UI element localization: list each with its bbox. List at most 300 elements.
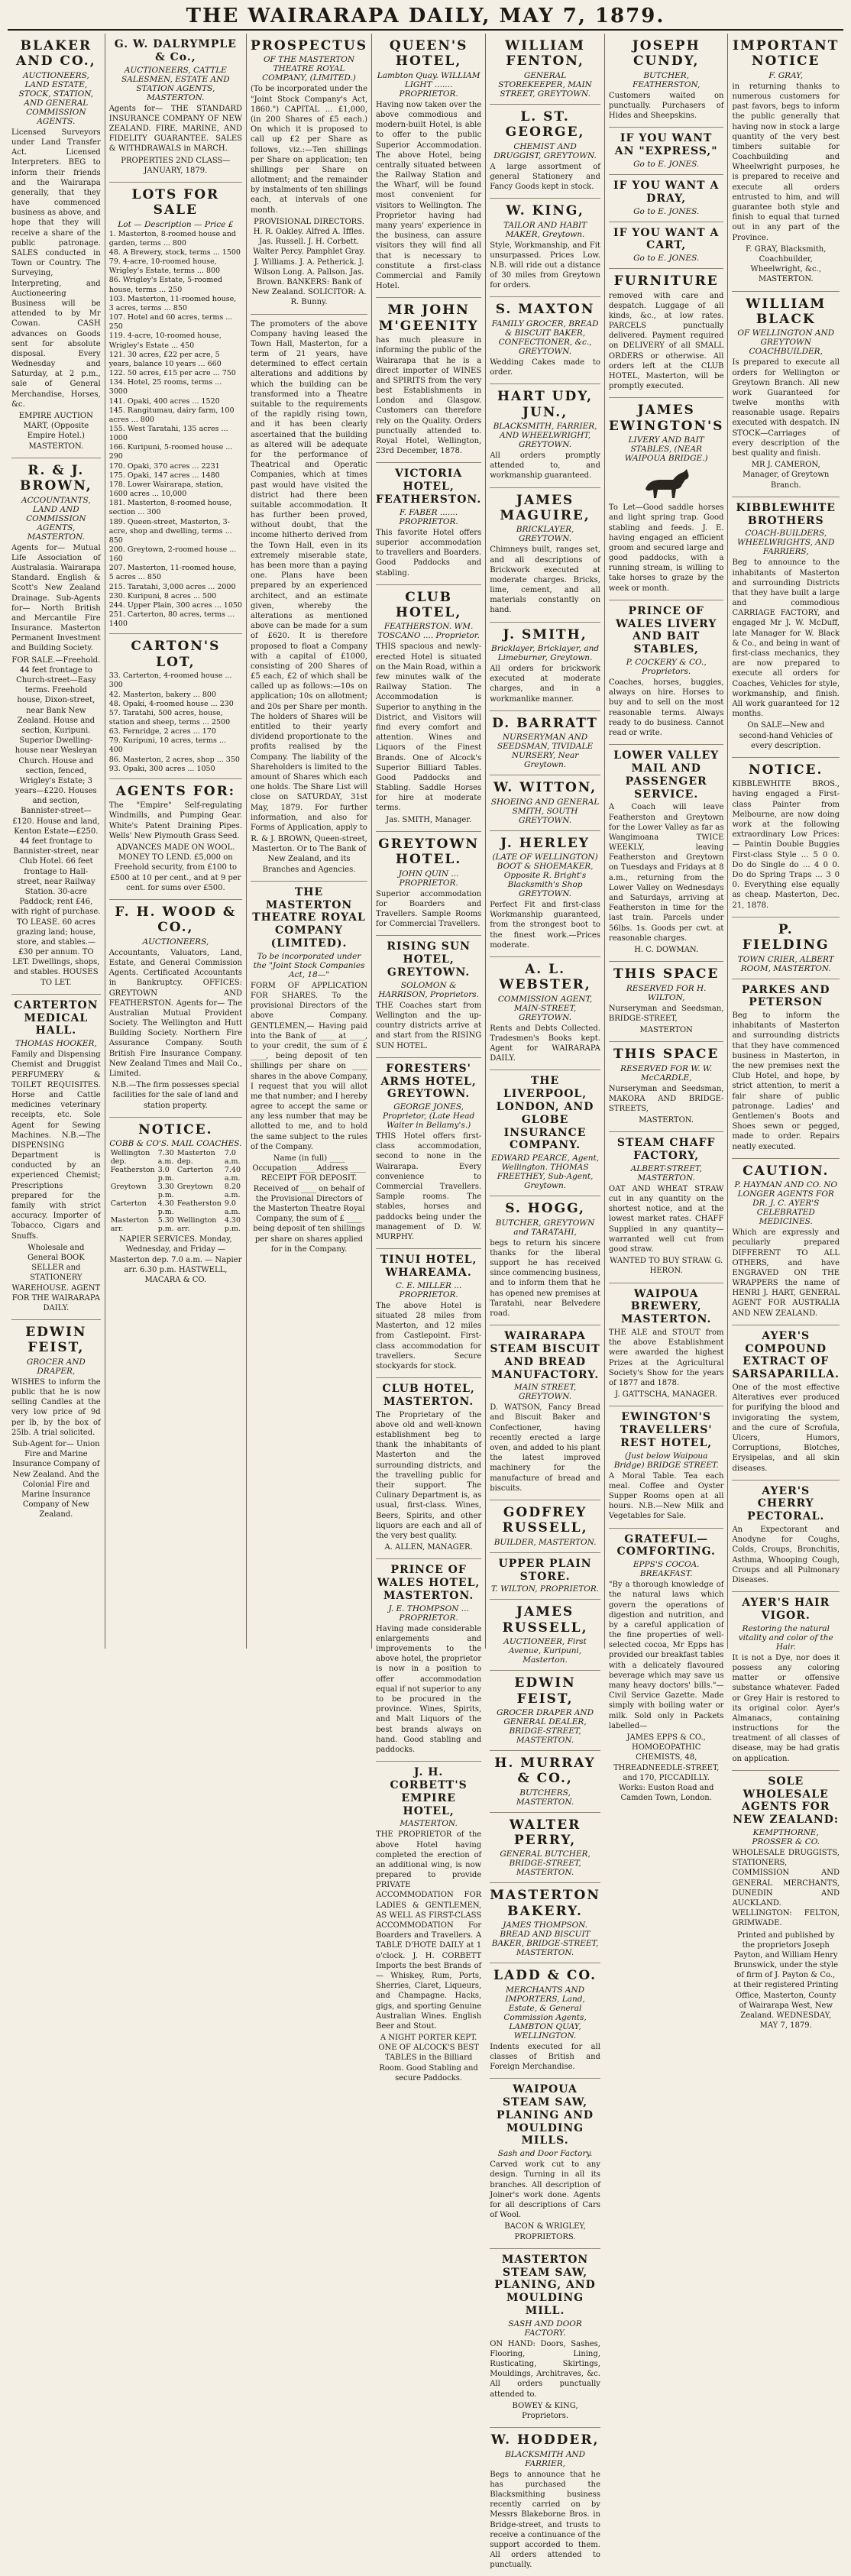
ad-heading: TINUI HOTEL, WHAREAMA. — [380, 1254, 477, 1279]
ad-subheading: P. HAYMAN AND CO. NO LONGER AGENTS FOR DR. J. C. AYER'S CELEBRATED MEDICINES. — [734, 1180, 838, 1227]
lot-item: 63. Fernridge, 2 acres ... 170 — [108, 727, 216, 736]
ad-heading: GRATEFUL—COMFORTING. — [616, 1532, 716, 1558]
ad-heading: CARTON'S LOT, — [131, 639, 221, 670]
ad-heading: LADD & CO. — [493, 1968, 597, 1984]
ad-body: OAT AND WHEAT STRAW cut in any quantity on the shortest notice, and at the lowest market rates. CHAFF Supplied in any quantity—warranted well cut from good straw. — [608, 1184, 724, 1254]
timetable-cell: 9.0 a.m. — [224, 1199, 241, 1217]
advertisement — [251, 34, 367, 315]
ad-subheading: ALBERT-STREET, MASTERTON. — [630, 1163, 702, 1183]
advertisement — [490, 831, 600, 957]
ad-body: One of the most effective Alteratives ever produced for purifying the blood and invigorating the system, and the cure of Scrofula, Ulcers, Humors, Corruptions, Blotches, Erysipelas, and all skin diseases. — [732, 1383, 840, 1473]
ad-heading: KIBBLEWHITE BROTHERS — [736, 501, 836, 527]
ad-heading: IF YOU WANT AN "EXPRESS," — [614, 132, 718, 158]
advertisement — [490, 199, 600, 297]
ad-subheading: F. FABER ....... PROPRIETOR. — [399, 507, 458, 526]
ad-body: The Proprietary of the above old and well-known establishment beg to thank the inhabitants of Masterton and the surrounding districts, and the travelling public for their support. The Culinary Department is, as usual, first-class. Wines, Beers, Spirits, and other liquors are each and all of the very best quality. — [376, 1410, 482, 1540]
ad-heading: WILLIAM BLACK — [746, 296, 827, 327]
ad-subheading: NURSERYMAN AND SEEDSMAN, TIVIDALE NURSERY, Near Greytown. — [497, 733, 594, 770]
timetable-row — [109, 1216, 242, 1233]
ad-body: Chimneys built, ranges set, and all descriptions of Brickwork executed at moderate charges. Bricks, lime, cement, and all materials constantly on hand. — [490, 545, 600, 615]
ad-footer: J. GATTSCHA, MANAGER. — [615, 1390, 718, 1400]
timetable-cell: 4.30 p.m. — [224, 1216, 241, 1234]
ad-heading: RISING SUN HOTEL, GREYTOWN. — [387, 940, 471, 979]
advertisement — [609, 128, 724, 175]
advertisement — [376, 1249, 481, 1378]
column-1 — [8, 34, 105, 1649]
timetable-row — [109, 1149, 242, 1166]
ad-heading: BLAKER AND CO., — [16, 38, 96, 70]
ad-subheading: GROCER DRAPER AND GENERAL DEALER, BRIDGE-STREET, MASTERTON. — [497, 1707, 594, 1745]
lot-item: 1. Masterton, 8-roomed house and garden, terms ... 800 — [108, 229, 237, 248]
ad-body: THIS spacious and newly-erected Hotel is situated on the Main Road, within a few minutes walk of the Railway Station. The Accommodation is Superior to anything in the District, and Visitors will find every comfort and attention. Wines and Liquors of the Finest Brands. One of Alcock's Superior Billiard Tables. Good Paddocks and Stabling. Saddle Horses for hire at moderate terms. — [376, 642, 482, 813]
lot-item: 86. Wrigley's Estate, 5-roomed house, terms ... 250 — [108, 276, 223, 294]
ad-body: A Coach will leave Featherston and Greytown for the Lower Valley as far as Wangimoana TWICE WEEKLY, leaving Featherston and Greytown on Tuesdays and Fridays at 8 a.m., returning from the Lower Valley on Wednesdays and Saturdays, arriving at Featherston in time for the last train. Parcels under 56lbs. 1s. Goods per cwt. at reasonable charges. — [608, 803, 724, 943]
ad-heading: JAMES MAGUIRE, — [500, 492, 591, 523]
advertisement — [732, 34, 840, 292]
ad-heading: WILLIAM FENTON, — [505, 38, 586, 70]
ad-body: All orders promptly attended to, and workmanship guaranteed. — [490, 451, 600, 481]
ad-body: Having made considerable enlargements and improvements to the above hotel, the proprietor is now in a position to offer accommodation equal if not superior to any to be procured in the province. Wines, Spirits, and Malt Liquors of the best brands always on hand. Good stabling and paddocks. — [376, 1624, 482, 1754]
advertisement — [609, 1529, 724, 1810]
advertisement — [109, 900, 242, 1118]
ad-body: Carved work cut to any design. Turning in all its branches. All description of Joiner's work done. Agents for all descriptions of Cars of Wool. — [490, 2160, 600, 2220]
advertisement — [490, 1883, 600, 1963]
ad-body: D. WATSON, Fancy Bread and Biscuit Baker and Confectioner, having recently erected a large oven, and added to his plant the latest improved machinery for the manufacture of bread and biscuits. — [490, 1403, 600, 1493]
ad-footer: NAPIER SERVICES. Monday, Wednesday, and Friday — Masterton dep. 7.0 a.m. — Napier arr. 6.30 p.m. HASTWELL, MACARA & CO. — [109, 1235, 242, 1284]
column-5 — [486, 34, 605, 2570]
ad-footer: F. GRAY, Blacksmith, Coachbuilder, Wheelwright, &c., MASTERTON. — [746, 244, 827, 284]
timetable-cell: Carterton — [176, 1166, 213, 1175]
advertisement — [490, 1671, 600, 1751]
column-2 — [105, 34, 247, 1649]
ad-body: THE ALE and STOUT from the above Establishment were awarded the highest Prizes at the Agricultural Society's Show for the years of 1877 and 1878. — [608, 1328, 724, 1387]
advertisement — [376, 1378, 481, 1559]
timetable-cell: 3.0 p.m. — [157, 1166, 174, 1183]
ad-subheading: C. E. MILLER ... PROPRIETOR. — [395, 1280, 462, 1299]
ad-subheading: COMMISSION AGENT, MAIN-STREET, GREYTOWN. — [497, 994, 593, 1022]
timetable-row — [109, 1183, 242, 1199]
ad-subheading: BUTCHERS, MASTERTON. — [516, 1788, 574, 1807]
ad-subheading: COBB & CO'S. MAIL COACHES. — [109, 1139, 242, 1149]
advertisement — [490, 34, 600, 105]
ad-heading: GODFREY RUSSELL, — [502, 1504, 588, 1536]
advertisement — [251, 882, 367, 1260]
ad-heading: MR JOHN M'GEENITY — [378, 303, 479, 334]
ad-body: Licensed Surveyors under Land Transfer Act. Licensed Interpreters. BEG to inform their friends and the Wairarapa generally, that they have commenced business as above, and hope that they will receive a share of the public patronage. SALES conducted in Town or Country. The Surveying, Interpreting, and Auctioneering Business will be attended to by Mr Cowan. CASH advances on Goods sent for absolute disposal. Every Wednesday and Saturday, at 2 p.m., sale of General Merchandise, Horses, &c. — [11, 128, 101, 409]
advertisement — [109, 34, 242, 183]
ad-body: Nurseryman and Seedsman, BRIDGE-STREET, — [608, 1004, 724, 1023]
ad-footer: PROVISIONAL DIRECTORS. H. R. Oakley. Alfred A. Iffles. Jas. Russell. J. H. Corbett. Walter Percy. Pamphlet Gray. J. Williams. J. A. Petherick. J. Wilson Long. A. Pallson. Jas. Brown. BANKERS: Bank of New Zealand. SOLICITOR: A. R. Bunny. — [251, 217, 367, 307]
ad-body: ON HAND: Doors, Sashes, Flooring, Lining, Rusticating, Skirtings, Mouldings, Architraves, &c. All orders punctually attended to. — [490, 2339, 600, 2399]
advertisement — [490, 1553, 600, 1600]
ad-heading: WAIPOUA BREWERY, MASTERTON. — [621, 1287, 712, 1326]
ad-subheading: FEATHERSTON. WM. TOSCANO .... Proprietor. — [377, 622, 480, 641]
column-3 — [247, 34, 372, 1649]
ad-heading: SOLE WHOLESALE AGENTS FOR NEW ZEALAND: — [733, 1775, 840, 1827]
ad-subheading: Go to E. JONES. — [633, 206, 700, 216]
ad-heading: S. HOGG, — [505, 1201, 585, 1217]
lot-item: 175. Opaki, 147 acres ... 1480 — [108, 471, 220, 480]
lot-item: 207. Masterton, 11-roomed house, 5 acres ... 850 — [108, 564, 237, 582]
ad-subheading: To be incorporated under the "Joint Stock Companies Act, 18—" — [253, 951, 365, 979]
advertisement — [490, 297, 600, 384]
ad-footer: Name (in full) ____ Occupation ____ Address ____ RECEIPT FOR DEPOSIT. Received of ____ on behalf of the Provisional Directors of the Masterton Theatre Royal Company, the sum of £ ____ being deposit of ten shillings per share on shares applied for in the Company. — [252, 1154, 366, 1254]
coach-timetable — [109, 1149, 242, 1233]
ad-subheading: OF THE MASTERTON THEATRE ROYAL COMPANY, (LIMITED.) — [262, 55, 356, 83]
ad-body: (To be incorporated under the "Joint Stock Company's Act, 1860.") CAPITAL ... £1,000, (in 200 Shares of £5 each.) On which it is proposed to call up £2 per Share as follows, viz.:—Ten shillings per Share on application; ten shillings per Share on allotment; and the remainder by instalments of ten shillings each, at intervals of one month. — [251, 85, 368, 215]
ad-subheading: GROCER AND DRAPER, — [26, 1357, 86, 1376]
ad-heading: VICTORIA HOTEL, FEATHERSTON. — [376, 468, 482, 506]
advertisement — [376, 936, 481, 1057]
timetable-row — [109, 1199, 242, 1216]
ad-heading: NOTICE. — [138, 1121, 213, 1138]
ad-subheading: LIVERY AND BAIT STABLES, (NEAR WAIPOUA BRIDGE.) — [624, 435, 708, 464]
ad-heading: FURNITURE — [613, 273, 719, 290]
ad-subheading: GENERAL STOREKEEPER, MAIN STREET, GREYTOWN. — [498, 70, 592, 99]
ad-body: Wedding Cakes made to order. — [490, 358, 600, 377]
ad-footer: MASTERTON. — [639, 1116, 694, 1125]
ad-footer: A NIGHT PORTER KEPT. ONE OF ALCOCK'S BEST TABLES in the Billiard Room. Good Stabling and secure Paddocks. — [378, 2034, 479, 2082]
timetable-cell: 8.20 a.m. — [224, 1183, 241, 1200]
ad-subheading: BLACKSMITH, FARRIER, AND WHEELWRIGHT, GREYTOWN. — [493, 422, 597, 449]
ad-subheading: BLACKSMITH AND FARRIER, — [505, 2449, 586, 2468]
ad-subheading: FAMILY GROCER, BREAD & BISCUIT BAKER, CONFECTIONER, &c., GREYTOWN. — [491, 319, 599, 356]
lot-item: 215. Taratahi, 3,000 acres ... 2000 — [108, 582, 236, 591]
ad-heading: FORESTERS' ARMS HOTEL, GREYTOWN. — [380, 1062, 477, 1101]
lot-item: 57. Taratahi, 500 acres, house, station and sheep, terms ... 2500 — [108, 708, 231, 727]
advertisement — [490, 957, 600, 1071]
advertisement — [490, 1813, 600, 1884]
advertisement — [609, 1406, 724, 1528]
advertisement — [609, 1132, 724, 1283]
advertisement — [732, 292, 840, 497]
lot-item: 33. Carterton, 4-roomed house ... 300 — [108, 672, 232, 690]
advertisement — [490, 105, 600, 199]
advertisement — [490, 1600, 600, 1671]
ad-body: THE Coaches start from Wellington and the up-country districts arrive at and start from the RISING SUN HOTEL. — [376, 1001, 482, 1050]
ad-heading: AYER'S HAIR VIGOR. — [742, 1597, 830, 1622]
ad-subheading: OF WELLINGTON AND GREYTOWN COACHBUILDER, — [737, 328, 835, 357]
lot-item: 244. Upper Plain, 300 acres ... 1050 — [108, 600, 242, 610]
ad-footer: Wholesale and General BOOK SELLER and STATIONERY WAREHOUSE. AGENT FOR THE WAIRARAPA DAILY. — [11, 1243, 101, 1312]
advertisement — [490, 2428, 600, 2576]
advertisement — [490, 1325, 600, 1500]
ad-body: Begs to announce that he has purchased the Blacksmithing business recently carried on by Messrs Blakeborne Bros. in Bridge-street, and trusts to receive a continuance of the support accorded to them. All orders attended to punctually. — [490, 2470, 600, 2570]
ad-subheading: COACH-BUILDERS, WHEELWRIGHTS, AND FARRIERS, — [737, 529, 835, 557]
ad-heading: CLUB HOTEL, MASTERTON. — [382, 1383, 475, 1408]
ad-body: Perfect Fit and first-class Workmanship guaranteed, from the strongest boot to the finest work.—Prices moderate. — [490, 900, 600, 950]
ad-subheading: JOHN QUIN ... PROPRIETOR. — [398, 869, 459, 888]
lot-item: 93. Opaki, 300 acres ... 1050 — [108, 764, 215, 773]
ad-subheading: EDWARD PEARCE, Agent, Wellington. THOMAS FREETHEY, Sub-Agent, Greytown. — [491, 1154, 600, 1191]
advertisement — [109, 634, 242, 779]
timetable-cell: Greytown — [110, 1183, 147, 1192]
ad-subheading: AUCTIONEERS, — [142, 937, 209, 947]
ad-body: An Expectorant and Anodyne for Coughs, Colds, Croups, Bronchitis, Asthma, Whooping Cough, Croups and all Pulmonary Diseases. — [732, 1526, 840, 1585]
ad-subheading: AUCTIONEERS, LAND ESTATE, STOCK, STATION, AND GENERAL COMMISSION AGENTS. — [18, 70, 94, 126]
advertisement — [732, 979, 840, 1159]
ad-body: This favorite Hotel offers superior accommodation to travellers and Boarders. Good Paddocks and stabling. — [376, 528, 482, 578]
ad-body: FORM OF APPLICATION FOR SHARES. To the provisional Directors of the above Company. GENTLEMEN,— Having paid into the Bank of ____ at ____, to your credit, the sum of £ ____, being deposit of ten shillings per share on ____ shares in the above Company, I request that you will allot me that number; and I hereby agree to accept the same or any less number that may be allotted to me, and to hold the same subject to the rules of the Company. — [251, 981, 368, 1151]
ad-body: Superior accommodation for Boarders and Travellers. Sample Rooms for Commercial Travellers. — [376, 889, 482, 929]
timetable-cell: 5.30 p.m. — [157, 1216, 174, 1234]
ad-body: Beg to announce to the inhabitants of Masterton and surrounding Districts that they have built a large and commodious CARRIAGE FACTORY, and engaged Mr J. W. McDuff, late Manager for W. Black & Co., and being in want of first-class mechanics, they are now prepared to execute all orders for Coaches, Vehicles for style, workmanship, and finish. All work guaranteed for 12 months. — [732, 558, 840, 719]
advertisement — [11, 458, 101, 995]
ad-heading: PROSPECTUS — [251, 38, 368, 53]
ad-body: THE PROPRIETOR of the above Hotel having completed the erection of an additional wing, is now prepared to provide PRIVATE ACCOMMODATION FOR LADIES & GENTLEMEN, AS WELL AS FIRST-CLASS ACCOMMODATION For Boarders and Travellers. A TABLE D'HOTE DAILY at 1 o'clock. J. H. CORBETT Imports the best Brands of— Whiskey, Rum, Ports, Sherries, Claret, Liqueurs, and Champagne. Hacks, gigs, and sporting Genuine Australian Wines. English Beer and Stout. — [376, 1830, 482, 2031]
ad-subheading: (Just below Waipoua Bridge) BRIDGE STREET. — [613, 1451, 719, 1470]
ad-heading: J. SMITH, — [503, 626, 587, 642]
lot-item: 189. Queen-street, Masterton, 3-acre, shop and dwelling, terms ... 850 — [108, 517, 232, 545]
ad-subheading: T. WILTON, PROPRIETOR. — [490, 1584, 600, 1594]
ad-body: The above Hotel is situated 28 miles from Masterton, and 12 miles from Castlepoint. First-class accommodation for travellers. Secure stockyards for stock. — [376, 1301, 482, 1371]
ad-heading: THIS SPACE — [613, 1047, 720, 1063]
advertisement — [732, 1592, 840, 1771]
ad-heading: MASTERTON STEAM SAW, PLANING, AND MOULDING MILL. — [494, 2253, 596, 2317]
horse-icon — [639, 466, 693, 500]
lot-item: 107. Hotel and 60 acres, terms ... 250 — [108, 313, 233, 332]
ad-footer: On SALE—New and second-hand Vehicles of every description. — [739, 721, 833, 750]
ad-footer: EMPIRE AUCTION MART, (Opposite Empire Hotel.) MASTERTON. — [18, 412, 93, 451]
advertisement — [376, 1559, 481, 1762]
columns — [8, 34, 843, 2570]
ad-body: has much pleasure in informing the public of the Wairarapa that he is a direct importer of WINES and SPIRITS from the very best Establishments in London and Glasgow. Customers can therefore rely on the Quality. Orders punctually attended to. Royal Hotel, Wellington, 23rd December, 1878. — [376, 336, 482, 456]
advertisement — [376, 298, 481, 463]
advertisement — [609, 175, 724, 222]
ad-heading: EWINGTON'S TRAVELLERS' REST HOTEL, — [620, 1411, 713, 1449]
ad-subheading: MERCHANTS AND IMPORTERS, Land, Estate, & General Commission Agents, LAMBTON QUAY, WELLINGTON. — [503, 1985, 587, 2040]
ad-subheading: P. COCKERY & CO., Proprietors. — [626, 658, 707, 677]
masthead: THE WAIRARAPA DAILY, MAY 7, 1879. — [8, 5, 843, 31]
lot-item: 145. Rangitumau, dairy farm, 100 acres ... 800 — [108, 406, 235, 424]
lot-item: 200. Greytown, 2-roomed house ... 160 — [108, 545, 237, 564]
ad-heading: JAMES EWINGTON'S — [608, 403, 724, 434]
ad-heading: WALTER PERRY, — [509, 1817, 581, 1849]
ad-heading: J. HERLEY — [500, 835, 590, 851]
advertisement — [490, 488, 600, 623]
advertisement — [490, 1070, 600, 1196]
lot-item: 42. Masterton, bakery ... 800 — [108, 690, 217, 699]
ad-heading: QUEEN'S HOTEL, — [389, 38, 468, 70]
advertisement — [609, 1283, 724, 1407]
ad-body: Style, Workmanship, and Fit unsurpassed. Prices Low. N.B. will ride out a distance of 30 miles from Greytown for orders. — [490, 241, 600, 290]
advertisement — [376, 1762, 481, 2089]
advertisement — [609, 600, 724, 745]
ad-subheading: SASH AND DOOR FACTORY. — [508, 2319, 582, 2338]
ad-subheading: AUCTIONEERS, CATTLE SALESMEN, ESTATE AND STATION AGENTS, MASTERTON. — [121, 65, 230, 102]
ad-body: removed with care and despatch. Luggage of all kinds, &c., at low rates. PARCELS punctually delivered. Payment required on DELIVERY of all SMALL ORDERS or otherwise. All orders left at the CLUB HOTEL, Masterton, will be promptly executed. — [608, 291, 724, 391]
timetable-cell: Featherston — [176, 1199, 222, 1209]
ad-heading: WAIPOUA STEAM SAW, PLANING AND MOULDING MILLS. — [497, 2083, 594, 2147]
ad-heading: IF YOU WANT A CART, — [613, 226, 720, 252]
ad-heading: D. BARRATT — [492, 715, 598, 731]
ad-heading: CARTERTON MEDICAL HALL. — [14, 998, 99, 1037]
timetable-cell: Wellington dep. — [110, 1149, 150, 1167]
lot-item: 178. Lower Wairarapa, station, 1600 acres ... 10,000 — [108, 480, 224, 499]
timetable-cell: Masterton dep. — [176, 1149, 215, 1167]
timetable-cell: Greytown — [176, 1183, 213, 1192]
ad-subheading: Sash and Door Factory. — [497, 2149, 593, 2159]
advertisement — [376, 34, 481, 298]
timetable-cell: 7.40 a.m. — [224, 1166, 241, 1183]
lot-item: 119. 4-acre, 10-roomed house, Wrigley's Estate ... 450 — [108, 332, 222, 350]
ad-subheading: AUCTIONEER, First Avenue, Kuripuni, Masterton. — [503, 1637, 587, 1665]
ad-heading: JOSEPH CUNDY, — [632, 38, 701, 70]
ad-subheading: RESERVED FOR H. WILTON, — [626, 983, 707, 1002]
ad-footer: Sub-Agent for— Union Fire and Marine Insurance Company of New Zealand. And the Colonial Fire and Marine Insurance Company of New Zealand. — [12, 1439, 100, 1519]
ad-subheading: GENERAL BUTCHER, BRIDGE-STREET, MASTERTON. — [500, 1849, 591, 1878]
ad-subheading: Go to E. JONES. — [633, 159, 700, 169]
ad-footer: WANTED TO BUY STRAW. G. HERON. — [610, 1257, 723, 1276]
advertisement — [732, 1481, 840, 1593]
ad-footer: Jas. SMITH, Manager. — [386, 815, 472, 824]
lot-item: 251. Carterton, 80 acres, terms ... 1400 — [108, 610, 235, 629]
timetable-cell: 3.30 p.m. — [157, 1183, 174, 1200]
ad-heading: F. H. WOOD & CO., — [115, 904, 237, 936]
column-6 — [605, 34, 729, 1803]
ad-heading: L. ST. GEORGE, — [505, 108, 585, 141]
ad-footer: R. & J. BROWN, Queen-street, Masterton. Or to The Bank of New Zealand, and its Branches and Agencies. — [251, 835, 367, 874]
ad-heading: W. HODDER, — [490, 2432, 600, 2448]
timetable-cell: Wellington arr. — [176, 1216, 217, 1234]
ad-heading: CAUTION. — [743, 1163, 830, 1179]
ad-subheading: BUILDER, MASTERTON. — [493, 1537, 597, 1547]
lot-item: 181. Masterton, 8-roomed house, section ... 300 — [108, 499, 232, 517]
timetable-cell: Masterton arr. — [110, 1216, 149, 1234]
ad-body: The promoters of the above Company having leased the Town Hall, Masterton, for a term of 21 years, have determined to effect certain alterations and additions by which the building can be transformed into a Theatre suitable to the requirements of the rapidly rising town, and it has been clearly ascertained that the building as altered will be adequate for the performance of Theatrical and Operatic Companies, which at times past would have visited the district had there been suitable accommodation. It has further been proved, without doubt, that the income hitherto derived from the Town Hall, even in its extremely miserable state, has been more than a paying one. Plans have been prepared by an experienced architect, and an estimate given, whereby the alterations as mentioned above can be made for a sum of £620. It is therefore proposed to float a Company with a capital of £1000, consisting of 200 Shares of £5 each, £2 of which shall be called up as follows:—10s on application; 10s on allotment; and 20s per Share per month. The holders of Shares will be entitled to their yearly dividend proportionate to the profits realised by the Company. The liability of the Shareholders is limited to the amount of Shares which each one holds. The Share List will close on SATURDAY, 31st May, 1879. For further information, and also for Forms of Application, apply to — [251, 319, 368, 832]
ad-subheading: JAMES THOMPSON. BREAD AND BISCUIT BAKER, BRIDGE-STREET, MASTERTON. — [491, 1921, 599, 1958]
ad-body: All orders for brickwork executed at moderate charges, and in a workmanlike manner. — [490, 665, 600, 704]
ad-body: To Let—Good saddle horses and light spring trap. Good stabling and feeds. J. E. having engaged an efficient groom and secured large and good paddocks, with a running stream, is willing to take horses to graze by the week or month. — [608, 503, 724, 593]
advertisement — [490, 2079, 600, 2248]
ad-body: A Moral Table. Tea each meal. Coffee and Oyster Supper Rooms open at all hours. N.B.—New Milk and Vegetables for Sale. — [608, 1471, 724, 1521]
advertisement — [490, 775, 600, 830]
advertisement — [11, 995, 101, 1320]
ad-heading: JAMES RUSSELL, — [502, 1604, 588, 1636]
ad-body: Beg to inform the inhabitants of Masterton and surrounding districts that they have commenced business in Masterton, in the new premises next the Club Hotel, and hope, by strict attention, to merit a fair share of public patronage. Ladies' and Gentlemen's Boots and Shoes sewn or pegged, made to order. Repairs neatly executed. — [732, 1011, 840, 1151]
ad-heading: IMPORTANT NOTICE — [733, 38, 840, 70]
ad-subheading: MASTERTON. — [400, 1819, 458, 1829]
ad-body: It is not a Dye, nor does it possess any coloring matter or offensive substance whatever. Faded or Grey Hair is restored to its original color. Ayer's Almanacs, containing instructions for the treatment of all classes of disease, may be had gratis on application. — [732, 1653, 840, 1763]
advertisement — [490, 623, 600, 711]
ad-body: Is prepared to execute all orders for Wellington or Greytown Branch. All new work Guaranteed for twelve months with reasonable usage. Repairs executed with despatch. IN STOCK—Carriages of every description of the best quality and finish. — [732, 358, 840, 458]
ad-heading: P. FIELDING — [742, 921, 830, 953]
ad-heading: NOTICE. — [749, 762, 823, 778]
ad-heading: EDWIN FEIST, — [514, 1675, 576, 1707]
advertisement — [490, 711, 600, 775]
ad-body: The "Empire" Self-regulating Windmills, and Pumping Gear. White's Patent Draining Pipes. Wells' New Plymouth Grass Seed. — [108, 801, 242, 840]
ad-subheading: SOLOMON & HARRISON, Proprietors. — [378, 980, 479, 999]
ad-subheading: TAILOR AND HABIT MAKER, Greytown. — [503, 220, 587, 239]
ad-heading: PRINCE OF WALES HOTEL, MASTERTON. — [377, 1564, 481, 1602]
advertisement — [376, 1058, 481, 1249]
lot-item: 155. West Taratahi, 135 acres ... 1000 — [108, 424, 228, 443]
ad-heading: W. WITTON, — [493, 780, 597, 796]
ad-subheading: RESERVED FOR W. W. McCARDLE, — [620, 1063, 713, 1083]
lot-item: 230. Kuripuni, 8 acres ... 500 — [108, 591, 217, 600]
lot-item: 141. Opaki, 400 acres ... 1520 — [108, 396, 220, 406]
lot-list — [109, 230, 242, 629]
advertisement — [732, 497, 840, 758]
lot-item: 86. Masterton, 2 acres, shop ... 350 — [108, 755, 240, 764]
advertisement — [732, 758, 840, 917]
ad-subheading: GEORGE JONES, Proprietor, (Late Head Waiter in Bellamy's.) — [382, 1102, 475, 1131]
lot-item: 170. Opaki, 370 acres ... 2231 — [108, 461, 220, 471]
ad-body: THIS Hotel offers first-class accommodation, second to none in the Wairarapa. Every convenience to Commercial Travellers. Sample rooms. The stables, horses and paddocks being under the management of D. W. MURPHY. — [376, 1132, 482, 1241]
ad-subheading: SHOEING AND GENERAL SMITH, SOUTH GREYTOWN. — [490, 797, 600, 825]
ad-footer: N.B.—The firm possesses special facilities for the sale of land and station property. — [112, 1081, 240, 1110]
ad-footer: Printed and published by the proprietors Joseph Payton, and William Henry Brunswick, under the style of firm of J. Payton & Co., at their registered Printing Office, Masterton, County of Wairarapa West, New Zealand. WEDNESDAY, MAY 7, 1879. — [733, 1930, 839, 2031]
ad-heading: W. KING, — [506, 203, 584, 219]
ad-heading: IF YOU WANT A DRAY, — [613, 179, 720, 205]
timetable-cell: 4.30 p.m. — [157, 1199, 174, 1217]
ad-heading: HART UDY, JUN., — [497, 389, 594, 420]
advertisement — [609, 962, 724, 1042]
ad-subheading: J. E. THOMPSON ... PROPRIETOR. — [388, 1604, 469, 1623]
ad-subheading: Restoring the natural vitality and color of the Hair. — [738, 1623, 833, 1652]
ad-body: WISHES to inform the public that he is now selling Candles at the very low price of 9d per lb, by the box of 25lb. A trial solicited. — [11, 1377, 101, 1437]
ad-footer: H. C. DOWMAN. — [634, 945, 699, 954]
advertisement — [11, 1320, 101, 1526]
advertisement — [609, 222, 724, 270]
lot-item: 121. 30 acres, £22 per acre, 5 years, balance 10 years ... 660 — [108, 350, 222, 368]
advertisement — [490, 1963, 600, 2079]
ad-heading: H. MURRAY & CO., — [494, 1755, 596, 1787]
ad-body: Which are expressly and peculiarly prepared DIFFERENT TO ALL OTHERS, and have ENGRAVED ON THE WRAPPERS the name of HENRI J. HART, GENERAL AGENT FOR AUSTRALIA AND NEW ZEALAND. — [732, 1228, 840, 1318]
ad-footer: MR J. CAMERON, Manager, of Greytown Branch. — [743, 461, 830, 490]
ad-subheading: F. GRAY, — [768, 70, 804, 80]
ad-body: KIBBLEWHITE BROS., having engaged a First-class Painter from Melbourne, are now doing work at the following extraordinary Low Prices:— Paintin Double Buggies First-class Style ... 5 0 0. Do do Single do ... 4 0 0. Do do Spring Traps ... 3 0 0. Everything else equally as cheap. Masterton, Dec. 21, 1878. — [732, 780, 840, 910]
ad-subheading: ACCOUNTANTS, LAND AND COMMISSION AGENTS, MASTERTON. — [21, 495, 91, 542]
advertisement — [609, 398, 724, 600]
ad-heading: LOWER VALLEY MAIL AND PASSENGER SERVICE. — [613, 749, 720, 801]
advertisement — [490, 2249, 600, 2428]
advertisement — [732, 1325, 840, 1481]
ad-subheading: THOMAS HOOKER, — [15, 1039, 97, 1049]
ad-footer: FOR SALE.—Freehold. 44 feet frontage to Church-street—Easy terms. Freehold house, Dixon-street, near Bank New Zealand. House and section, Kuripuni. Superior Dwelling-house near Wesleyan Church. House and section, fenced, Wrigley's Estate; 3 years—£220. Houses and section, Bannister-street—£120. House and land, Kenton Estate—£250. 44 feet frontage to Bannister-street, near Club Hotel. 66 feet frontage to Hall-street, near Railway Station. 30-acre Paddock; rent £46, with right of purchase. TO LEASE. 60 acres grazing land; house, store, and stables.—£30 per annum. TO LET. Dwellings, shops, and stables. HOUSES TO LET. — [11, 655, 101, 987]
timetable-row — [109, 1166, 242, 1183]
ad-body: Accountants, Valuators, Land, Estate, and General Commission Agents. Certificated Accountants in Bankruptcy. OFFICES: GREYTOWN AND FEATHERSTON. Agents for— The Australian Mutual Provident Society. The Wellington and Hutt Building Society. Northern Fire Assurance Company. South British Fire Insurance Company. New Zealand Times and Mail Co., Limited. — [108, 948, 242, 1079]
ad-heading: G. W. DALRYMPLE & Co., — [114, 38, 237, 63]
advertisement — [11, 34, 101, 458]
advertisement — [490, 384, 600, 487]
ad-body: Nurseryman and Seedsman, MAKORA AND BRIDGE-STREETS, — [608, 1084, 724, 1113]
advertisement — [109, 1118, 242, 1291]
ad-heading: STEAM CHAFF FACTORY, — [616, 1137, 716, 1163]
lot-item: 134. Hotel, 25 rooms, terms ... 3000 — [108, 378, 222, 396]
advertisement — [490, 1751, 600, 1813]
advertisement — [376, 585, 481, 832]
column-7 — [728, 34, 843, 2031]
ad-body: begs to return his sincere thanks for the liberal support he has received since commencing business, and to inform them that he has opened new premises at Taratahi, near Belvedere road. — [490, 1238, 600, 1318]
ad-heading: THE MASTERTON THEATRE ROYAL COMPANY (LIMITED). — [252, 885, 366, 950]
advertisement — [109, 779, 242, 900]
ad-body: Customers waited on punctually. Purchasers of Hides and Sheepskins. — [608, 91, 724, 121]
advertisement — [609, 1042, 724, 1132]
advertisement — [376, 832, 481, 937]
ad-footer: ADVANCES MADE ON WOOL. MONEY TO LEND. £5,000 on Freehold security, from £100 to £500 at 10 per cent., and at 9 per cent. for sums over £500. — [110, 843, 241, 892]
ad-heading: AGENTS FOR: — [115, 783, 236, 799]
ad-heading: EDWIN FEIST, — [25, 1325, 87, 1356]
ad-body: Having now taken over the above commodious and modern-built Hotel, is able to offer to the public Superior Accommodation. The above Hotel, being centrally situated between the Railway Station and the Wharf, will be found most convenient for visitors to Wellington. The Proprietor having had many years' experience in the business, can assure visitors they will find all that is necessary to constitute a first-class Commercial and Family Hotel. — [376, 100, 482, 291]
ad-heading: J. H. CORBETT'S EMPIRE HOTEL, — [390, 1766, 468, 1817]
ad-subheading: Bricklayer, Bricklayer, and Limeburner, Greytown. — [491, 644, 600, 663]
advertisement — [609, 745, 724, 962]
lot-item: 103. Masterton, 11-roomed house, 3 acres, terms ... 850 — [108, 294, 237, 312]
advertisement — [251, 315, 367, 882]
timetable-cell: 7.30 a.m. — [157, 1149, 174, 1167]
advertisement — [490, 1500, 600, 1553]
